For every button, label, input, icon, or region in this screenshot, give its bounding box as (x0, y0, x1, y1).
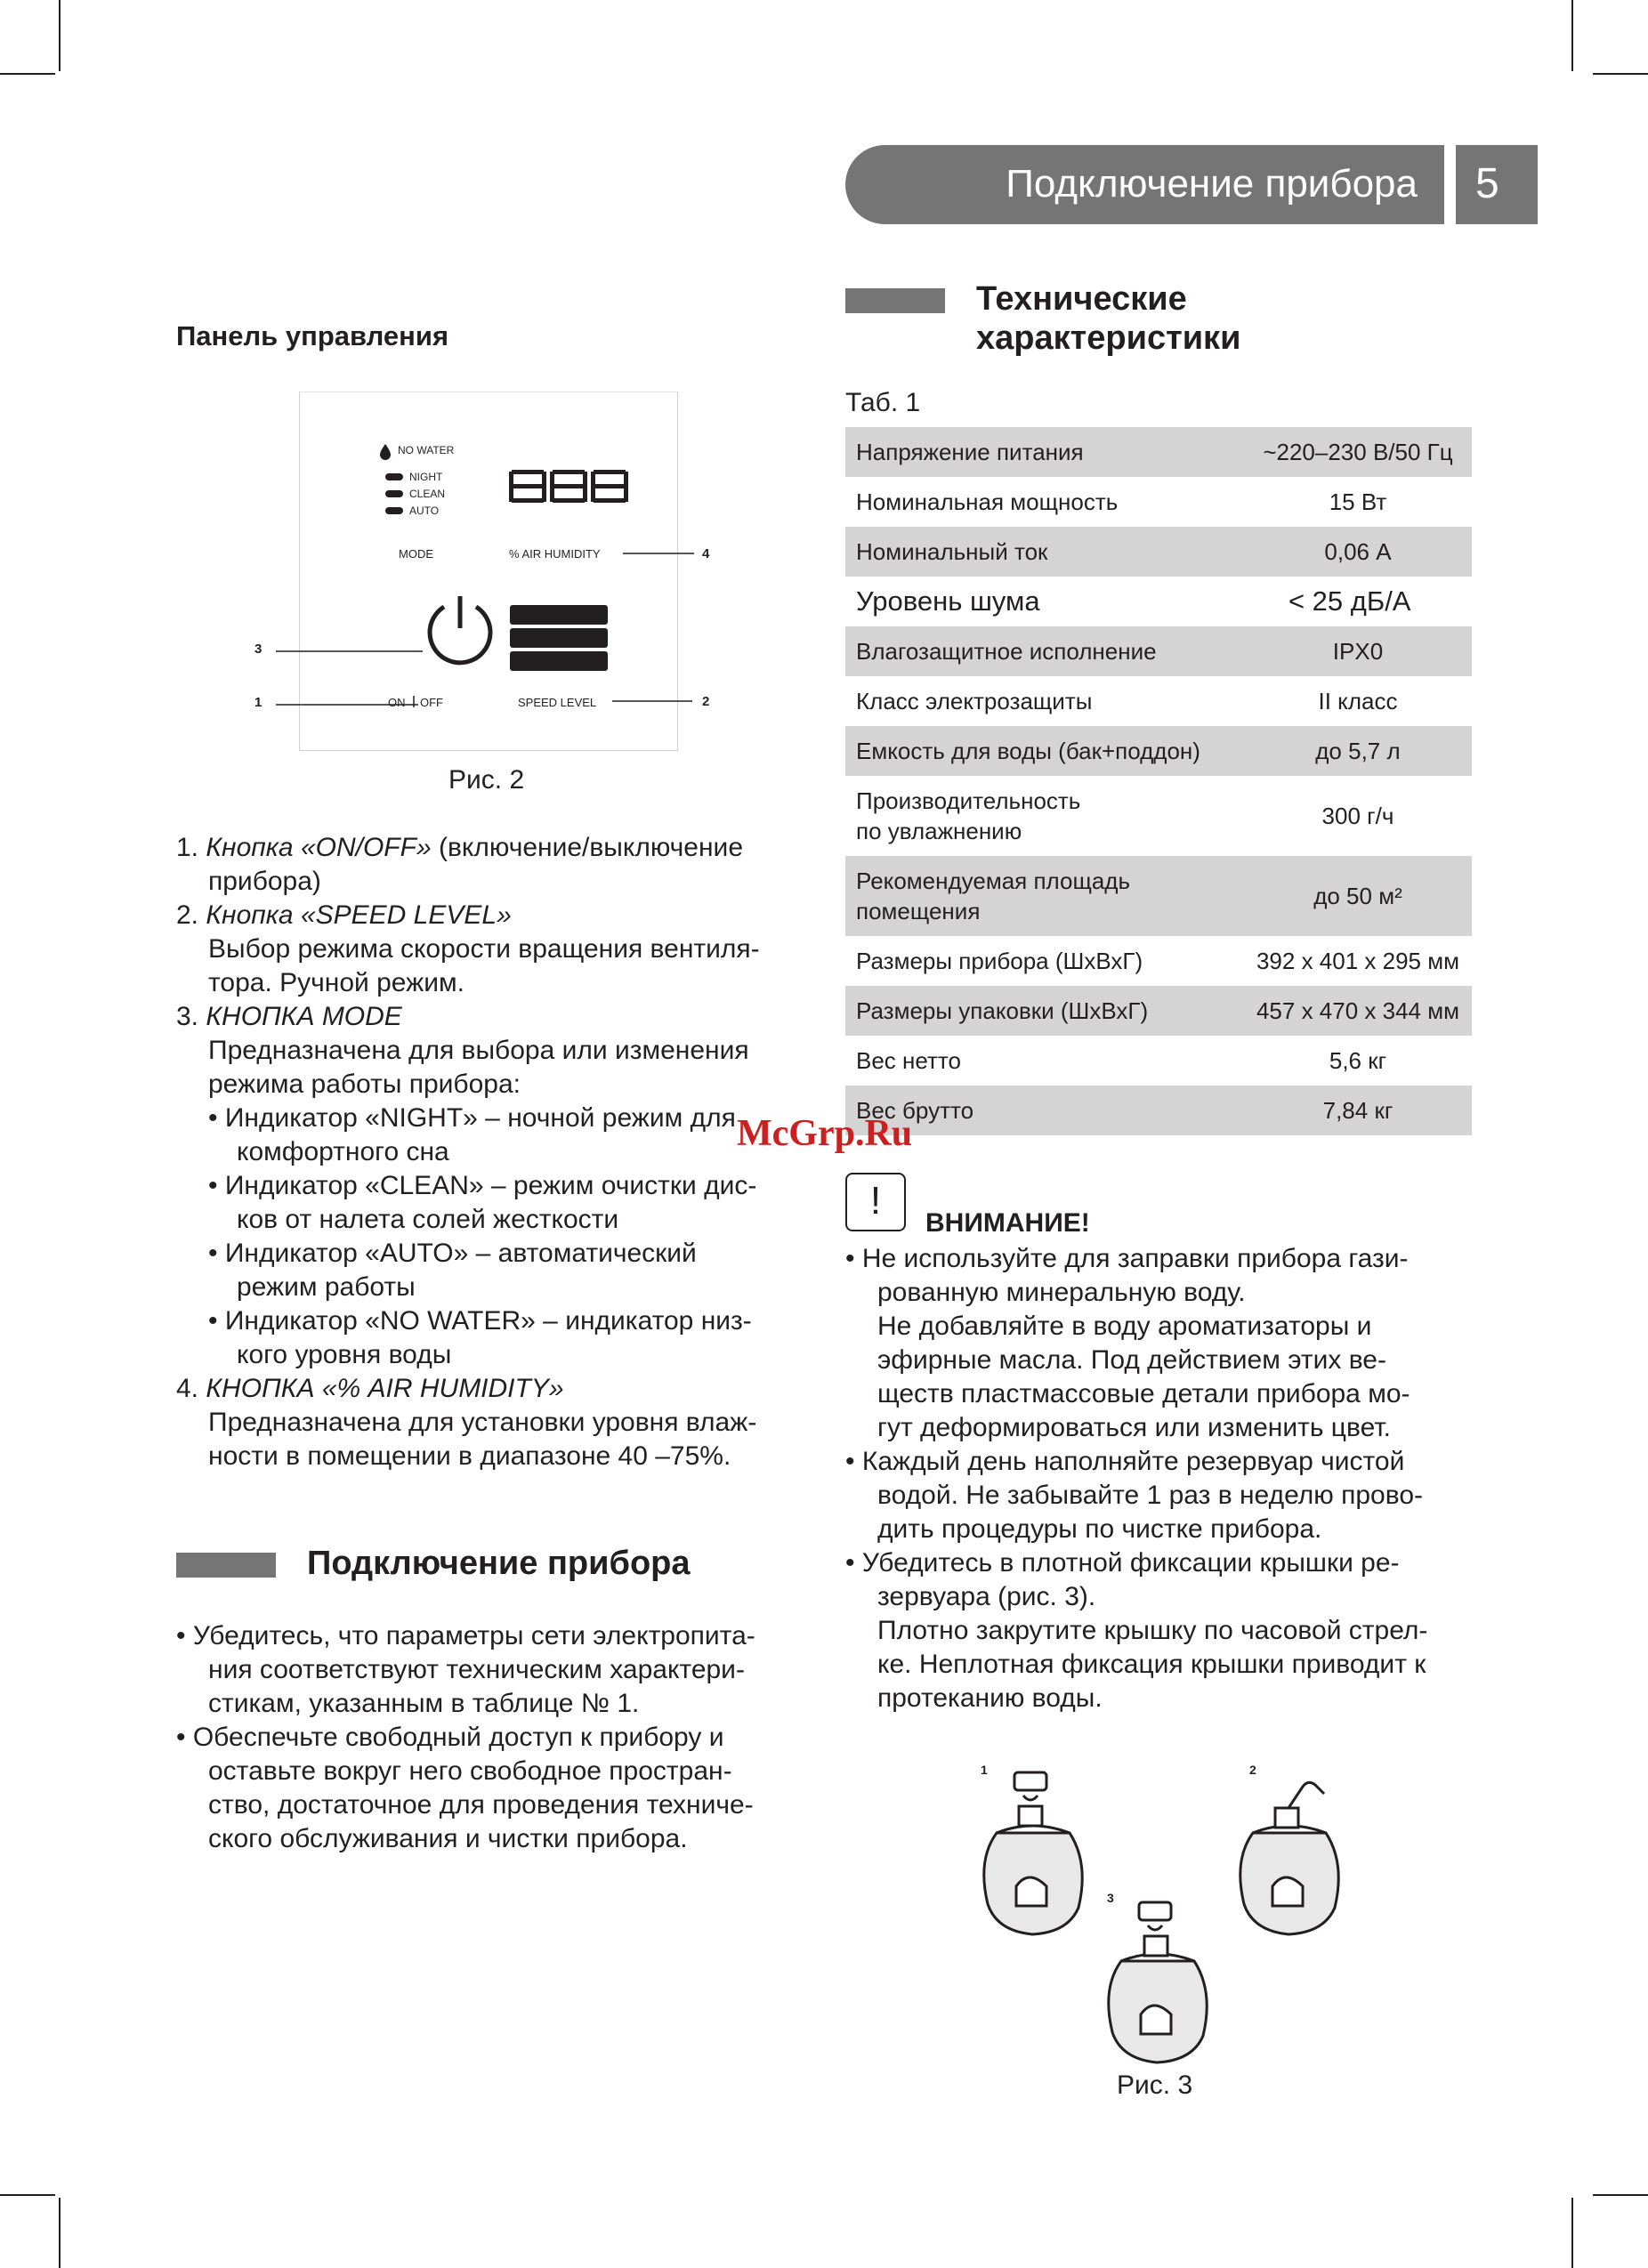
fig3-label-3: 3 (1107, 1891, 1114, 1905)
list-item: • Убедитесь в плотной фиксации крышки ре- (845, 1548, 1400, 1578)
list-item-cont: стикам, указанным в таблице № 1. (208, 1689, 640, 1718)
list-item: • Убедитесь, что параметры сети электропита- (176, 1621, 755, 1651)
sub-item-cont: кого уровня воды (237, 1340, 452, 1369)
table-row: Вес брутто 7,84 кг (845, 1086, 1472, 1135)
warning-title: ВНИМАНИЕ! (925, 1208, 1090, 1238)
figure-2-caption: Рис. 2 (448, 765, 525, 795)
sub-item-cont: ков от налета солей жесткости (237, 1205, 619, 1234)
callout-3: 3 (254, 642, 263, 657)
list-item-cont: тора. Ручной режим. (208, 968, 465, 997)
list-item-cont: ство, достаточное для проведения техниче- (208, 1790, 754, 1820)
list-item-cont: режима работы прибора: (208, 1069, 521, 1099)
table-label: Таб. 1 (845, 388, 921, 417)
list-item: 2. Кнопка «SPEED LEVEL» (176, 900, 512, 930)
label-clean: CLEAN (409, 488, 446, 500)
clean-indicator-led (385, 490, 403, 497)
list-item-cont: Предназначена для установки уровня влаж- (208, 1408, 757, 1437)
table-row: Размеры прибора (ШхВхГ) 392 x 401 x 295 мм (856, 947, 1459, 974)
warning-icon: ! (845, 1173, 906, 1231)
list-item-cont: Предназначена для выбора или изменения (208, 1036, 749, 1065)
label-speed-level: SPEED LEVEL (518, 696, 597, 709)
list-item-cont: протеканию воды. (877, 1683, 1103, 1713)
list-item: 4. КНОПКА «% AIR HUMIDITY» (176, 1374, 564, 1403)
crop-mark (0, 2194, 55, 2196)
fig3-label-1: 1 (981, 1763, 988, 1777)
list-item-cont: ности в помещении в диапазоне 40 –75%. (208, 1441, 731, 1471)
list-item: 1. Кнопка «ON/OFF» (включение/выключение (176, 833, 744, 862)
warning-list (845, 1242, 1477, 1715)
page-header (845, 145, 1444, 224)
label-off: OFF (420, 696, 443, 709)
speed-level-bars (510, 605, 608, 671)
specs-table (845, 427, 1472, 1135)
list-item-cont: ского обслуживания и чистки прибора. (208, 1824, 688, 1853)
sub-item: • Индикатор «CLEAN» – режим очистки дис- (208, 1171, 757, 1200)
list-item: • Не используйте для заправки прибора гази- (845, 1244, 1409, 1273)
label-no-water: NO WATER (398, 444, 455, 456)
list-item-cont: рованную минеральную воду. (877, 1278, 1246, 1307)
table-row: Производительность по увлажнению 300 г/ч (856, 787, 1394, 844)
connection-list (176, 1619, 808, 1856)
table-row: Уровень шума < 25 дБ/А (856, 585, 1411, 617)
reservoir-drawing-3 (1109, 1902, 1207, 2062)
crop-mark (1571, 2198, 1573, 2268)
crop-mark (59, 2198, 61, 2268)
table-row: Вес нетто 5,6 кг (856, 1046, 1387, 1074)
label-air-humidity: % AIR HUMIDITY (509, 547, 601, 561)
figure-3 (970, 1753, 1379, 2073)
specs-heading: Технические характеристики (976, 280, 1241, 357)
list-item-cont: дить процедуры по чистке прибора. (877, 1514, 1322, 1544)
page-number: 5 (1475, 160, 1499, 207)
list-item-cont: эфирные масла. Под действием этих ве- (877, 1345, 1386, 1375)
control-panel-drawing (240, 418, 739, 756)
label-mode: MODE (399, 547, 433, 561)
list-item-cont: Не добавляйте в воду ароматизаторы и (877, 1312, 1372, 1341)
crop-mark (0, 73, 55, 75)
seven-segment-display (509, 470, 628, 503)
table-row: Размеры упаковки (ШхВхГ) 457 x 470 x 344 мм (845, 986, 1472, 1036)
night-indicator-led (385, 473, 403, 480)
list-item-cont: оставьте вокруг него свободное простран- (208, 1756, 732, 1786)
crop-mark (1593, 73, 1648, 75)
crop-mark (1593, 2194, 1648, 2196)
header-title: Подключение прибора (1006, 162, 1418, 206)
sub-item: • Индикатор «AUTO» – автоматический (208, 1239, 697, 1268)
table-row: Емкость для воды (бак+поддон) до 5,7 л (845, 726, 1472, 776)
table-row: Номинальный ток 0,06 А (845, 527, 1472, 577)
list-item-cont: ния соответствуют техническим характери- (208, 1655, 745, 1684)
crop-mark (1571, 0, 1573, 71)
callout-1: 1 (254, 695, 263, 710)
reservoir-drawing-1 (984, 1772, 1082, 1934)
label-night: NIGHT (409, 471, 443, 483)
callout-2: 2 (702, 694, 710, 709)
list-item: • Каждый день наполняйте резервуар чистой (845, 1447, 1405, 1476)
list-item-cont: ке. Неплотная фиксация крышки приводит к (877, 1650, 1426, 1679)
list-item: • Обеспечьте свободный доступ к прибору и (176, 1723, 724, 1752)
crop-mark (59, 0, 61, 71)
sub-item-cont: комфортного сна (237, 1137, 449, 1166)
table-row: Рекомендуемая площадь помещения до 50 м² (845, 856, 1472, 936)
list-item-cont: Плотно закрутите крышку по часовой стрел- (877, 1616, 1428, 1645)
list-item-cont: Выбор режима скорости вращения вентиля- (208, 934, 760, 964)
figure-3-caption: Рис. 3 (1117, 2070, 1193, 2100)
section-bar (845, 288, 945, 313)
list-item-cont: водой. Не забывайте 1 раз в неделю прово- (877, 1481, 1424, 1510)
connection-heading: Подключение прибора (307, 1545, 691, 1582)
water-drop-icon (380, 444, 391, 460)
power-icon (430, 596, 490, 663)
table-row: Номинальная мощность 15 Вт (856, 488, 1387, 515)
label-on: ON (388, 696, 406, 709)
auto-indicator-led (385, 507, 403, 514)
fig3-label-2: 2 (1249, 1763, 1256, 1777)
table-row: Напряжение питания ~220–230 В/50 Гц (845, 427, 1472, 477)
section-bar (176, 1553, 276, 1578)
label-auto: AUTO (409, 504, 440, 517)
control-panel-list (176, 831, 817, 1473)
sub-item: • Индикатор «NIGHT» – ночной режим для (208, 1103, 736, 1133)
table-row: Влагозащитное исполнение IPX0 (845, 626, 1472, 676)
reservoir-drawing-2 (1240, 1782, 1338, 1934)
watermark: McGrp.Ru (737, 1113, 913, 1154)
list-item-cont: ществ пластмассовые детали прибора мо- (877, 1379, 1410, 1408)
table-row: Класс электрозащиты II класс (856, 687, 1398, 714)
control-panel-heading: Панель управления (176, 320, 449, 351)
sub-item: • Индикатор «NO WATER» – индикатор низ- (208, 1306, 752, 1336)
list-item: 3. КНОПКА MODE (176, 1002, 402, 1031)
list-item-cont: гут деформироваться или изменить цвет. (877, 1413, 1392, 1442)
list-item-cont: прибора) (208, 867, 321, 896)
page-number-box (1456, 145, 1538, 224)
sub-item-cont: режим работы (237, 1272, 416, 1302)
callout-4: 4 (702, 546, 710, 561)
list-item-cont: зервуара (рис. 3). (877, 1582, 1096, 1611)
